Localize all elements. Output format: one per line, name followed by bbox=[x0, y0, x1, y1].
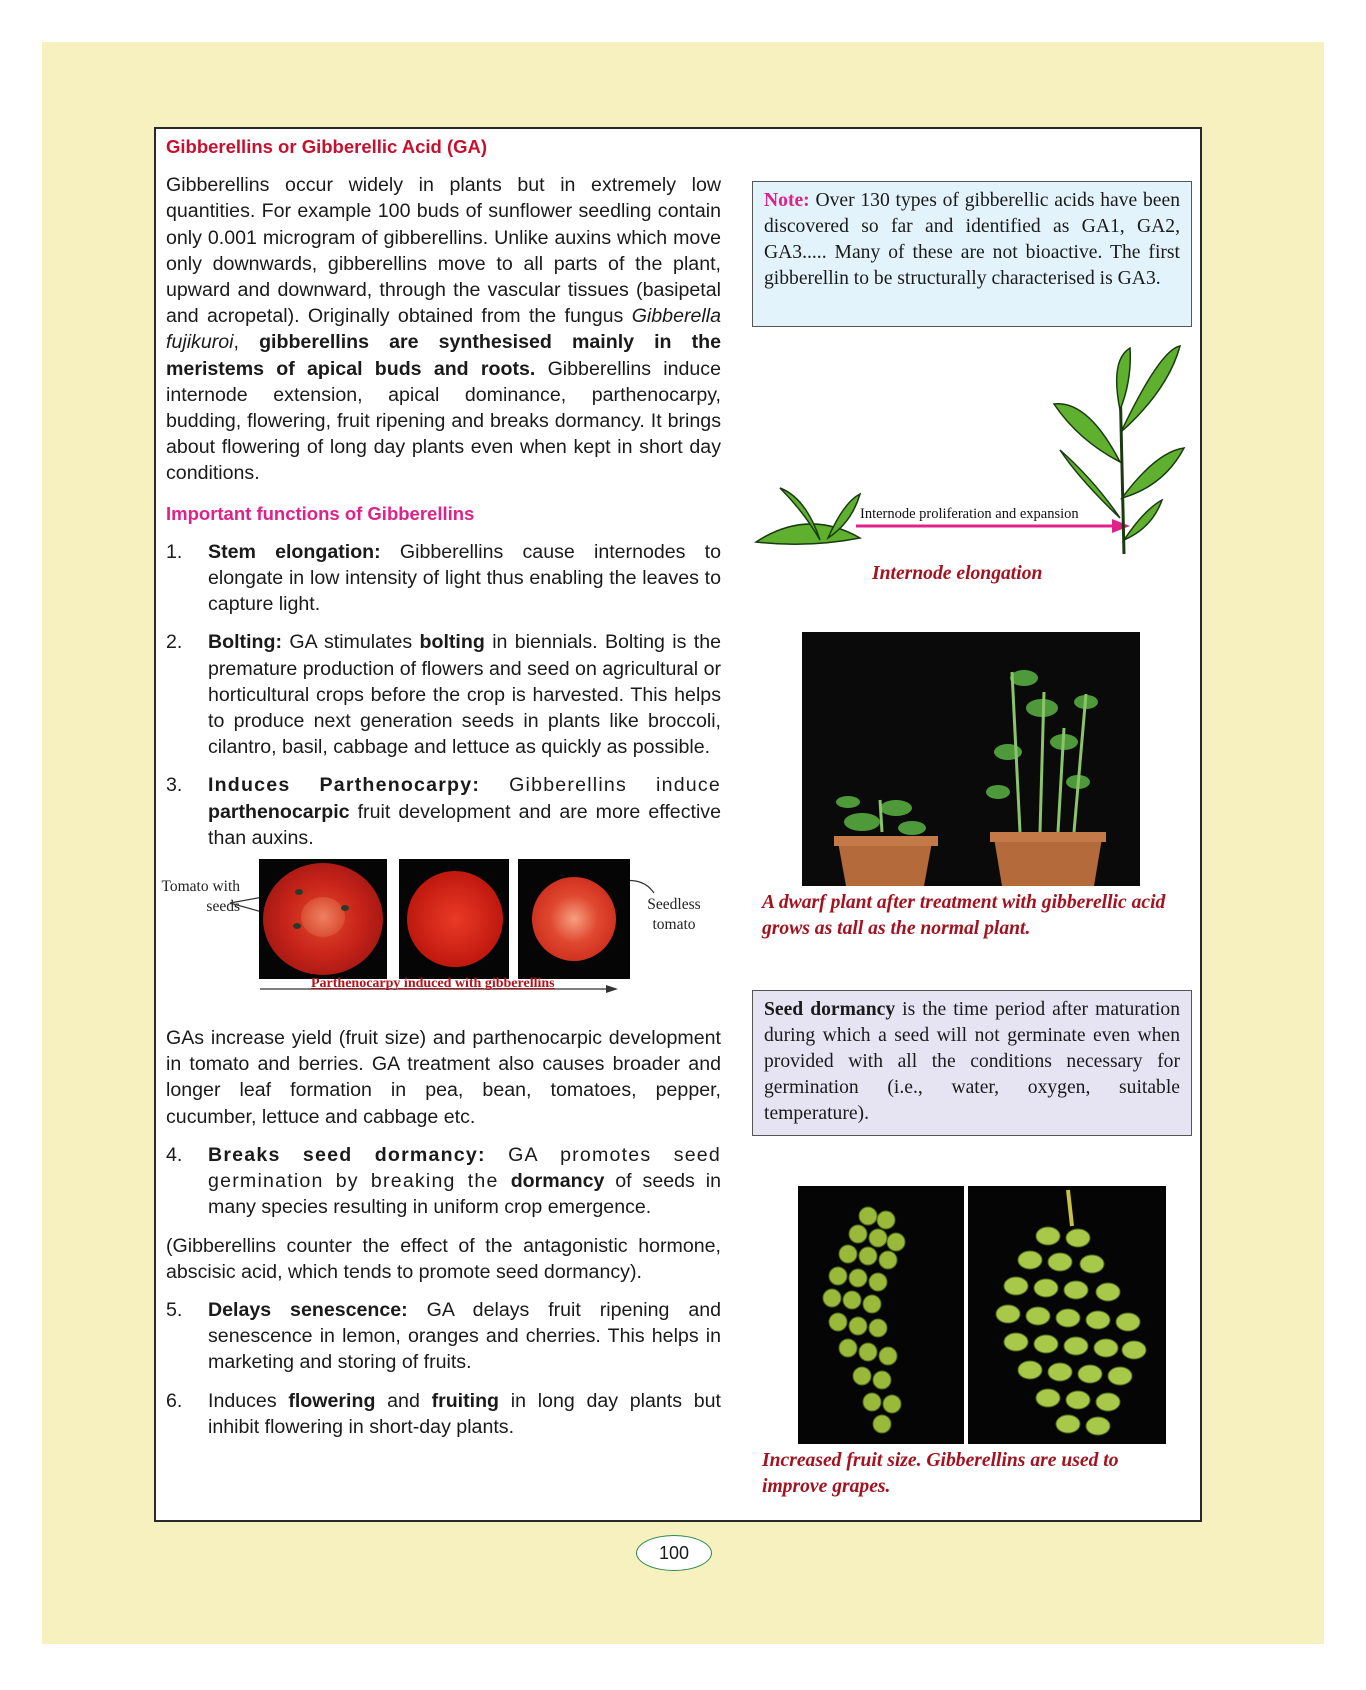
grapes-caption: Increased fruit size. Gibberellins are used to improve grapes. bbox=[762, 1450, 1119, 1497]
left-column bbox=[161, 130, 722, 1452]
item-bold-term: flowering bbox=[288, 1389, 376, 1412]
list-number: 1. bbox=[166, 540, 183, 563]
intro-text-1: Gibberellins occur widely in plants but in extremely low quantities. For example 100 buds of sunflower seedling contain only 0.001 microgram of gibberellins. Unlike auxins which move only downwards, gibberellins move to all parts of the plant, upward and downward, through the vascular tissues (basipetal and acropetal). Originally obtained from the fungus bbox=[166, 174, 721, 328]
seed-dormancy-term: Seed dormancy bbox=[764, 999, 896, 1020]
grapes-untreated-photo bbox=[798, 1186, 964, 1444]
internode-elongation-diagram bbox=[748, 340, 1188, 560]
list-body bbox=[208, 539, 721, 618]
list-number: 3. bbox=[166, 774, 183, 797]
intro-bold: gibberellins are synthesised mainly in the meristems of apical buds and roots. bbox=[166, 331, 721, 380]
item-bold-term: dormancy bbox=[510, 1170, 605, 1193]
intro-paragraph bbox=[166, 172, 721, 486]
item-bold-term: bolting bbox=[419, 631, 485, 654]
list-item-senescence bbox=[166, 1297, 721, 1376]
page-number: 100 bbox=[636, 1535, 712, 1571]
list-body bbox=[208, 1388, 721, 1440]
list-number: 2. bbox=[166, 631, 183, 654]
grapes-untreated-illustration bbox=[798, 1186, 964, 1444]
parthenocarpy-caption: Parthenocarpy induced with gibberellins bbox=[311, 976, 555, 992]
label-line: seeds bbox=[206, 898, 240, 916]
list-item-flowering bbox=[166, 1388, 721, 1440]
list-body bbox=[208, 1142, 721, 1221]
tomato-seeded-image bbox=[259, 859, 387, 979]
note-label: Note: bbox=[764, 190, 810, 211]
functions-heading: Important functions of Gibberellins bbox=[166, 502, 475, 524]
list-number: 5. bbox=[166, 1298, 183, 1321]
item-text: Gibberellins cause internodes to elongate in low intensity of light thus enabling the leaves to capture light. bbox=[208, 540, 721, 616]
seed-dormancy-followup: (Gibberellins counter the effect of the antagonistic hormone, abscisic acid, which tends to promote seed dormancy). bbox=[166, 1234, 721, 1283]
item-title: Bolting: bbox=[208, 631, 282, 654]
dwarf-plant-caption: A dwarf plant after treatment with gibberellic acid grows as tall as the normal plant. bbox=[762, 892, 1166, 939]
item-bold-term: parthenocarpic bbox=[208, 800, 350, 823]
potted-plants-illustration bbox=[802, 632, 1140, 886]
item-text: Gibberellins induce bbox=[480, 774, 721, 797]
arrow-label: Internode proliferation and expansion bbox=[860, 506, 1079, 522]
intro-text-2: Gibberellins induce internode extension, apical dominance, parthenocarpy, budding, flowering, fruit ripening and breaks dormancy. It brings about flowering of long day plants even when kept in short day conditions. bbox=[166, 357, 721, 485]
list-body bbox=[208, 772, 721, 851]
item-text: GA promotes seed germination by breaking the bbox=[208, 1143, 721, 1193]
grapes-treated-photo bbox=[968, 1186, 1166, 1444]
seed-dormancy-text: is the time period after maturation during which a seed will not germinate even when provided with all the conditions necessary for germination (i.e., water, oxygen, suitable temperature). bbox=[764, 999, 1180, 1124]
parthenocarpy-followup: GAs increase yield (fruit size) and parthenocarpic development in tomato and berries. GA treatment also causes broader and longer leaf formation in pea, bean, tomatoes, pepper, cucumber, lettuce and cabbage etc. bbox=[166, 1027, 721, 1128]
list-item-seed-dormancy bbox=[166, 1142, 721, 1221]
grapes-treated-illustration bbox=[968, 1186, 1166, 1444]
note-text: Over 130 types of gibberellic acids have been discovered so far and identified as GA1, GA2, GA3..... Many of these are not bioactive. The first gibberellin to be structurally characterised is GA3. bbox=[764, 190, 1180, 289]
item-text: Induces bbox=[208, 1389, 289, 1412]
item-text: fruit development and are more effective than auxins. bbox=[208, 800, 721, 849]
list-item-parthenocarpy bbox=[166, 772, 721, 851]
list-body bbox=[208, 1297, 721, 1376]
seed-dormancy-box bbox=[752, 990, 1192, 1136]
label-line: Seedless bbox=[647, 896, 701, 914]
item-title: Breaks seed dormancy: bbox=[208, 1143, 486, 1166]
list-number: 6. bbox=[166, 1389, 183, 1412]
item-text: GA stimulates bbox=[282, 631, 420, 654]
item-title: Induces Parthenocarpy: bbox=[208, 774, 481, 797]
dwarf-plant-photo bbox=[802, 632, 1140, 886]
list-item-bolting bbox=[166, 629, 721, 760]
item-title: Stem elongation: bbox=[208, 540, 381, 563]
tomato-cut-image bbox=[399, 859, 509, 979]
section-title: Gibberellins or Gibberellic Acid (GA) bbox=[166, 136, 488, 157]
tomato-seedless-image bbox=[518, 859, 630, 979]
intro-comma: , bbox=[233, 331, 239, 354]
tomato-figure bbox=[161, 859, 721, 1015]
item-text: in long day plants but inhibit flowering in short-day plants. bbox=[208, 1389, 721, 1438]
fungus-name: Gibberella fujikuroi bbox=[166, 305, 721, 354]
list-number: 4. bbox=[166, 1143, 183, 1166]
list-body bbox=[208, 629, 721, 760]
internode-caption: Internode elongation bbox=[872, 563, 1043, 584]
label-line: tomato bbox=[652, 916, 696, 934]
item-bold-term: fruiting bbox=[431, 1389, 500, 1412]
item-text: and bbox=[375, 1389, 432, 1412]
item-text: GA delays fruit ripening and senescence in lemon, oranges and cherries. This helps in marketing and storing of fruits. bbox=[208, 1298, 722, 1374]
item-title: Delays senescence: bbox=[208, 1298, 408, 1321]
item-text: in biennials. Bolting is the premature production of flowers and seed on agricultural or horticultural crops before the crop is harvested. This helps to produce next generation seeds in plants like broccoli, cilantro, basil, cabbage and lettuce as quickly as possible. bbox=[208, 631, 721, 759]
label-line: Tomato with bbox=[161, 878, 240, 896]
seedless-tomato-label bbox=[634, 895, 714, 935]
list-item-stem-elongation bbox=[166, 539, 721, 618]
item-text: of seeds in many species resulting in uniform crop emergence. bbox=[208, 1170, 721, 1219]
note-box bbox=[752, 181, 1192, 327]
